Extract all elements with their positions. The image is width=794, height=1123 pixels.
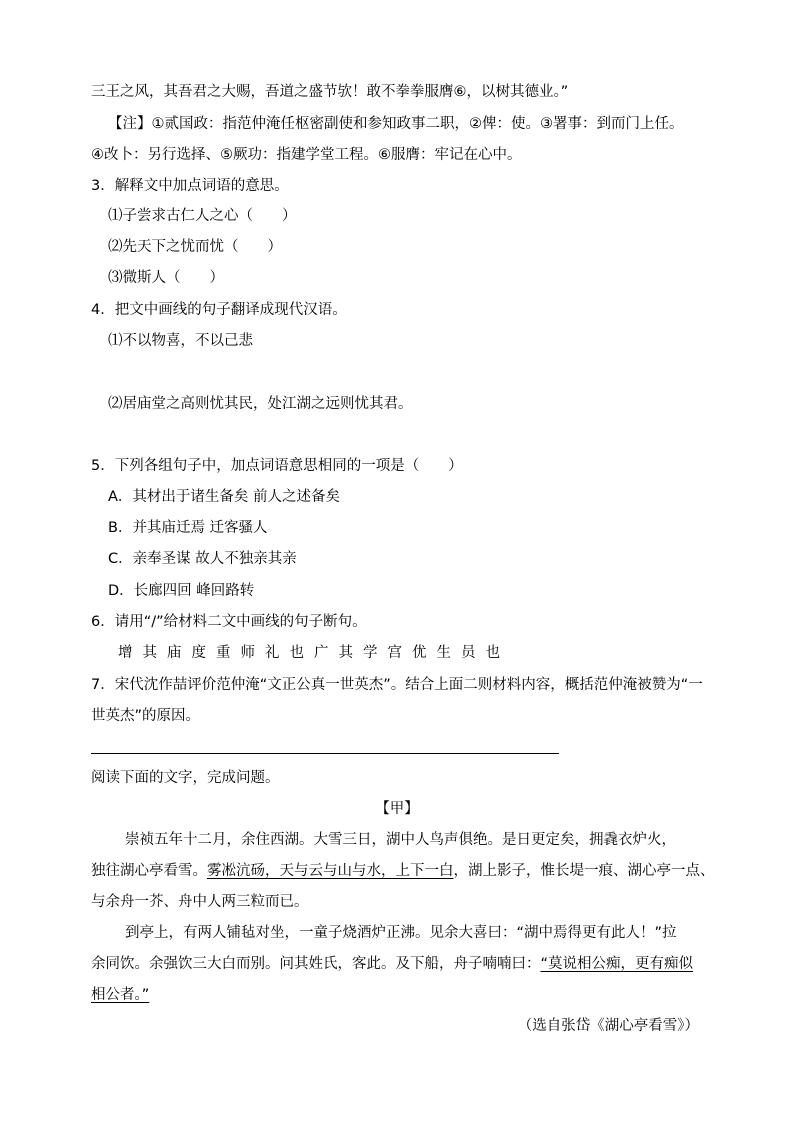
question-5-option-c: C．亲奉圣谋 故人不独亲其亲: [108, 551, 297, 567]
text-run: 余同饮。余强饮三大白而别。问其姓氏，客此。及下船，舟子喃喃曰：: [91, 956, 541, 972]
annotation-line-1: 【注】①贰国政：指范仲淹任枢密副使和参知政事二职，②俾：使。③署事：到而门上任。: [108, 116, 684, 132]
paragraph-1-line-3: 与余舟一芥、舟中人两三粒而已。: [91, 894, 309, 910]
question-4-item-1: ⑴不以物喜，不以己悲: [108, 333, 253, 349]
reading-instruction: 阅读下面的文字，完成问题。: [91, 770, 280, 786]
underlined-sentence: 雾凇沆砀，天与云与山与水，上下一白: [207, 863, 454, 879]
question-3-item-1: ⑴子尝求古仁人之心（ ）: [108, 208, 297, 224]
question-5-option-b: B．并其庙迁焉 迁客骚人: [108, 520, 268, 536]
paragraph-2-line-1: 到亭上，有两人铺毡对坐，一童子烧酒炉正沸。见余大喜曰：“湖中焉得更有此人！”拉: [125, 925, 677, 941]
question-5-option-d: D．长廊四回 峰回路转: [108, 583, 255, 599]
question-4-item-2: ⑵居庙堂之高则忧其民，处江湖之远则忧其君。: [108, 396, 413, 412]
question-7-line-2: 世英杰”的原因。: [91, 708, 201, 724]
question-5-option-a: A．其材出于诸生备矣 前人之述备矣: [108, 489, 341, 505]
question-4-stem: 4．把文中画线的句子翻译成现代汉语。: [91, 302, 347, 318]
section-divider: [91, 753, 559, 754]
question-3-stem: 3．解释文中加点词语的意思。: [91, 178, 289, 194]
question-3-item-2: ⑵先天下之忧而忧（ ）: [108, 239, 282, 255]
question-6-stem: 6．请用“/”给材料二文中画线的句子断句。: [91, 614, 367, 630]
annotation-line-2: ④改卜：另行选择、⑤厥功：指建学堂工程。⑥服膺：牢记在心中。: [91, 147, 522, 163]
question-3-item-3: ⑶微斯人（ ）: [108, 270, 224, 286]
question-6-sentence: 增其庙度重师礼也广其学宫优生员也: [118, 645, 510, 661]
paragraph-2-line-2: [91, 954, 693, 974]
source-citation: （选自张岱《湖心亭看雪》）: [517, 1018, 699, 1034]
paragraph-2-line-3: [91, 985, 149, 1005]
reading-heading: 【甲】: [375, 801, 419, 817]
paragraph-1-line-2: [91, 861, 715, 881]
paragraph-1-line-1: 崇祯五年十二月，余住西湖。大雪三日，湖中人鸟声俱绝。是日更定矣，拥毳衣炉火，: [125, 832, 676, 848]
question-5-stem: 5．下列各组句子中，加点词语意思相同的一项是（ ）: [91, 458, 463, 474]
question-7-line-1: 7．宋代沈作喆评价范仲淹“文正公真一世英杰”。结合上面二则材料内容，概括范仲淹被赞为“一: [91, 677, 703, 693]
text-run: ，湖上影子，惟长堤一痕、湖心亭一点、: [453, 863, 715, 879]
material2-tail: 三王之风，其吾君之大赐，吾道之盛节欤！敢不拳拳服膺⑥，以树其德业。”: [91, 84, 569, 100]
underlined-sentence: “莫说相公痴，更有痴似: [540, 956, 694, 972]
text-run: 独往湖心亭看雪。: [91, 863, 207, 879]
underlined-sentence: 相公者。”: [91, 987, 150, 1003]
